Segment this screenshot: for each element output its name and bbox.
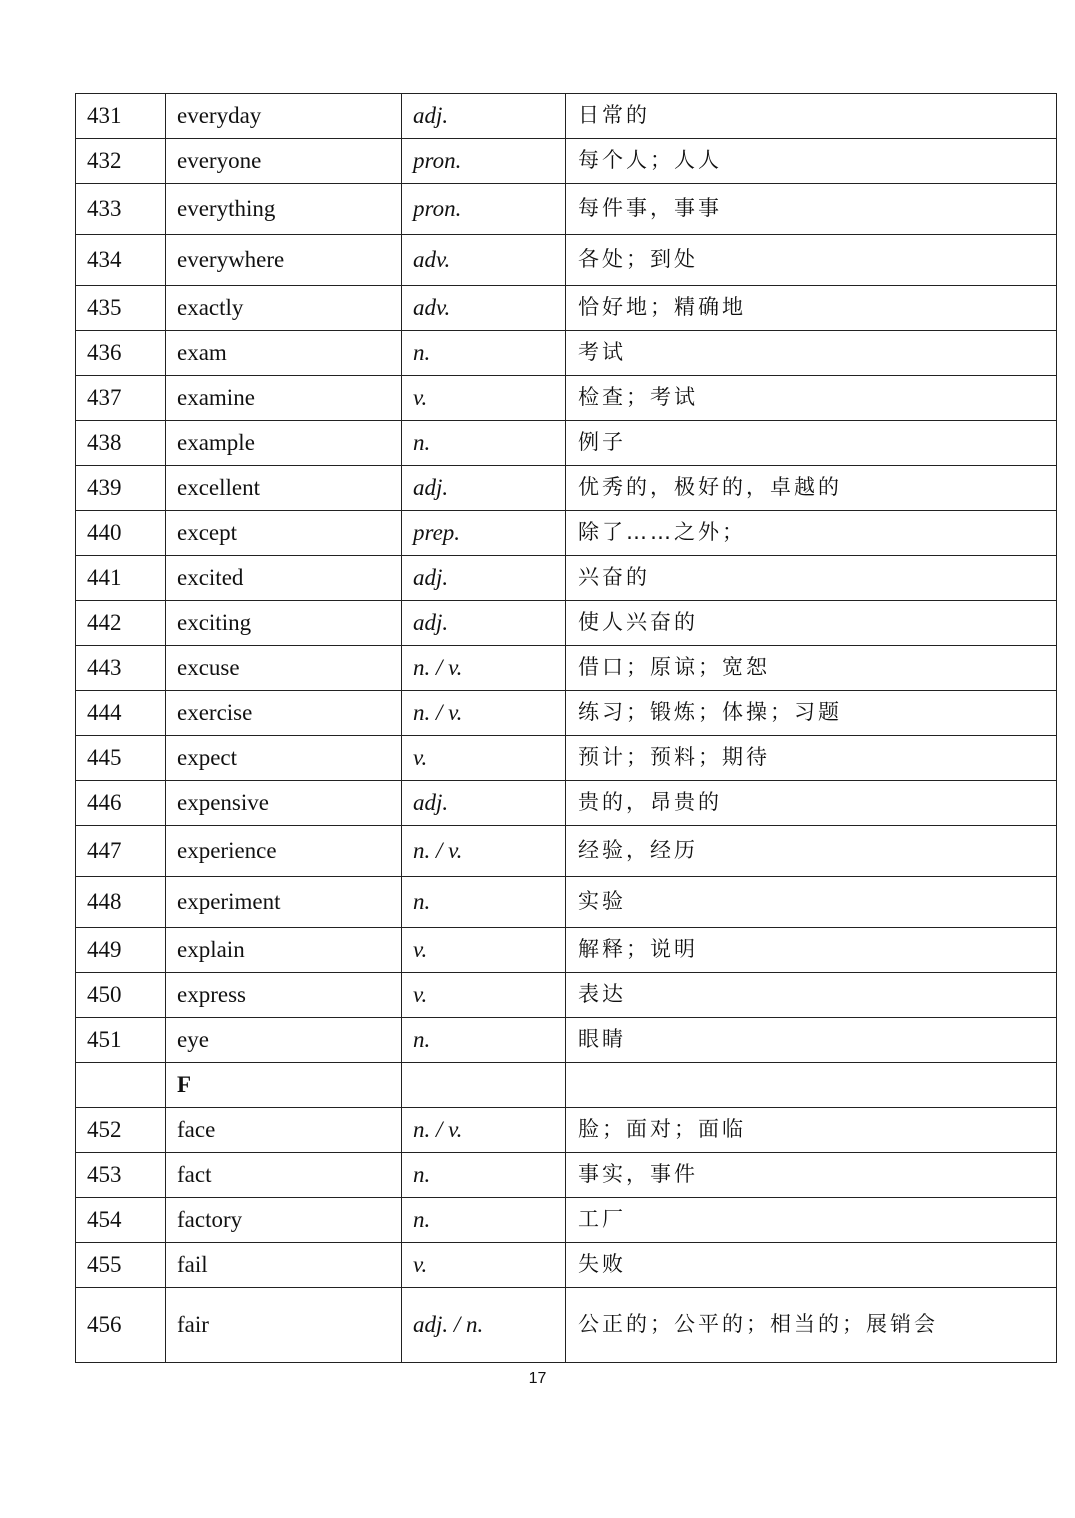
entry-word: everywhere: [166, 235, 402, 286]
entry-word: excuse: [166, 646, 402, 691]
entry-word: example: [166, 421, 402, 466]
entry-part-of-speech: n.: [402, 1198, 566, 1243]
entry-part-of-speech: pron.: [402, 184, 566, 235]
entry-number: 432: [76, 139, 166, 184]
vocabulary-table-body: [76, 94, 1057, 1363]
entry-number: 455: [76, 1243, 166, 1288]
entry-meaning: 恰好地；精确地: [566, 286, 1057, 331]
entry-meaning: 各处；到处: [566, 235, 1057, 286]
entry-word: eye: [166, 1018, 402, 1063]
entry-meaning: 经验，经历: [566, 826, 1057, 877]
entry-part-of-speech: pron.: [402, 139, 566, 184]
table-row: [76, 331, 1057, 376]
entry-word: fact: [166, 1153, 402, 1198]
entry-part-of-speech: adj. / n.: [402, 1288, 566, 1363]
entry-number: 441: [76, 556, 166, 601]
table-row: [76, 376, 1057, 421]
table-row: [76, 184, 1057, 235]
entry-part-of-speech: n.: [402, 331, 566, 376]
entry-word: exam: [166, 331, 402, 376]
entry-part-of-speech: n. / v.: [402, 691, 566, 736]
entry-part-of-speech: adv.: [402, 286, 566, 331]
entry-number: 435: [76, 286, 166, 331]
entry-meaning: 眼睛: [566, 1018, 1057, 1063]
entry-number: 431: [76, 94, 166, 139]
table-row: [76, 646, 1057, 691]
table-row: [76, 139, 1057, 184]
table-row: [76, 973, 1057, 1018]
entry-meaning: 例子: [566, 421, 1057, 466]
entry-meaning: 兴奋的: [566, 556, 1057, 601]
entry-part-of-speech: adj.: [402, 556, 566, 601]
entry-number: 456: [76, 1288, 166, 1363]
table-row: [76, 1198, 1057, 1243]
entry-number: 446: [76, 781, 166, 826]
entry-word: experience: [166, 826, 402, 877]
entry-number: 448: [76, 877, 166, 928]
entry-word: examine: [166, 376, 402, 421]
entry-word: face: [166, 1108, 402, 1153]
table-row: [76, 781, 1057, 826]
entry-meaning: 贵的，昂贵的: [566, 781, 1057, 826]
entry-meaning: 考试: [566, 331, 1057, 376]
table-row: [76, 466, 1057, 511]
entry-number: 437: [76, 376, 166, 421]
entry-part-of-speech: adj.: [402, 466, 566, 511]
entry-number: 451: [76, 1018, 166, 1063]
table-row: [76, 1288, 1057, 1363]
table-row: [76, 826, 1057, 877]
entry-part-of-speech: n.: [402, 421, 566, 466]
entry-meaning: 表达: [566, 973, 1057, 1018]
entry-number: 454: [76, 1198, 166, 1243]
table-row: [76, 1153, 1057, 1198]
entry-number: [76, 1063, 166, 1108]
entry-word: fair: [166, 1288, 402, 1363]
entry-number: 434: [76, 235, 166, 286]
entry-part-of-speech: prep.: [402, 511, 566, 556]
entry-word: expensive: [166, 781, 402, 826]
entry-meaning: 借口；原谅；宽恕: [566, 646, 1057, 691]
entry-word: expect: [166, 736, 402, 781]
entry-part-of-speech: n. / v.: [402, 646, 566, 691]
entry-meaning: 公正的；公平的；相当的；展销会: [566, 1288, 1057, 1363]
entry-number: 445: [76, 736, 166, 781]
table-row: [76, 1243, 1057, 1288]
entry-meaning: 预计；预料；期待: [566, 736, 1057, 781]
entry-meaning: 除了……之外；: [566, 511, 1057, 556]
table-row: [76, 235, 1057, 286]
entry-part-of-speech: v.: [402, 1243, 566, 1288]
entry-meaning: 实验: [566, 877, 1057, 928]
entry-meaning: 使人兴奋的: [566, 601, 1057, 646]
entry-word: everyone: [166, 139, 402, 184]
entry-meaning: 解释；说明: [566, 928, 1057, 973]
entry-part-of-speech: adj.: [402, 781, 566, 826]
entry-meaning: [566, 1063, 1057, 1108]
entry-number: 438: [76, 421, 166, 466]
entry-word: excellent: [166, 466, 402, 511]
table-row: [76, 1018, 1057, 1063]
entry-meaning: 每个人；人人: [566, 139, 1057, 184]
entry-word: exactly: [166, 286, 402, 331]
entry-word: experiment: [166, 877, 402, 928]
table-row: [76, 511, 1057, 556]
table-row: [76, 556, 1057, 601]
entry-part-of-speech: n. / v.: [402, 826, 566, 877]
entry-part-of-speech: n.: [402, 1018, 566, 1063]
entry-part-of-speech: v.: [402, 928, 566, 973]
entry-number: 447: [76, 826, 166, 877]
entry-meaning: 事实，事件: [566, 1153, 1057, 1198]
entry-number: 433: [76, 184, 166, 235]
entry-number: 442: [76, 601, 166, 646]
entry-word: express: [166, 973, 402, 1018]
entry-number: 436: [76, 331, 166, 376]
entry-word: exciting: [166, 601, 402, 646]
entry-meaning: 失败: [566, 1243, 1057, 1288]
entry-meaning: 练习；锻炼；体操；习题: [566, 691, 1057, 736]
entry-part-of-speech: v.: [402, 973, 566, 1018]
entry-word: everything: [166, 184, 402, 235]
vocabulary-table: [75, 93, 1057, 1363]
entry-part-of-speech: v.: [402, 376, 566, 421]
section-header-row: [76, 1063, 1057, 1108]
entry-number: 453: [76, 1153, 166, 1198]
entry-number: 452: [76, 1108, 166, 1153]
entry-meaning: 检查；考试: [566, 376, 1057, 421]
section-letter: F: [166, 1063, 402, 1108]
entry-number: 440: [76, 511, 166, 556]
entry-number: 450: [76, 973, 166, 1018]
entry-number: 439: [76, 466, 166, 511]
entry-part-of-speech: adv.: [402, 235, 566, 286]
entry-part-of-speech: n.: [402, 877, 566, 928]
entry-word: except: [166, 511, 402, 556]
entry-meaning: 优秀的，极好的，卓越的: [566, 466, 1057, 511]
table-row: [76, 736, 1057, 781]
entry-word: excited: [166, 556, 402, 601]
entry-word: fail: [166, 1243, 402, 1288]
page-number: 17: [528, 1370, 547, 1387]
entry-meaning: 脸；面对；面临: [566, 1108, 1057, 1153]
entry-meaning: 日常的: [566, 94, 1057, 139]
entry-number: 444: [76, 691, 166, 736]
entry-meaning: 工厂: [566, 1198, 1057, 1243]
entry-word: exercise: [166, 691, 402, 736]
entry-part-of-speech: adj.: [402, 94, 566, 139]
table-row: [76, 94, 1057, 139]
table-row: [76, 286, 1057, 331]
entry-meaning: 每件事，事事: [566, 184, 1057, 235]
entry-part-of-speech: v.: [402, 736, 566, 781]
table-row: [76, 877, 1057, 928]
entry-number: 443: [76, 646, 166, 691]
table-row: [76, 1108, 1057, 1153]
table-row: [76, 421, 1057, 466]
table-row: [76, 601, 1057, 646]
table-row: [76, 928, 1057, 973]
entry-number: 449: [76, 928, 166, 973]
entry-part-of-speech: [402, 1063, 566, 1108]
entry-part-of-speech: n.: [402, 1153, 566, 1198]
table-row: [76, 691, 1057, 736]
entry-word: everyday: [166, 94, 402, 139]
entry-word: explain: [166, 928, 402, 973]
entry-word: factory: [166, 1198, 402, 1243]
entry-part-of-speech: n. / v.: [402, 1108, 566, 1153]
entry-part-of-speech: adj.: [402, 601, 566, 646]
